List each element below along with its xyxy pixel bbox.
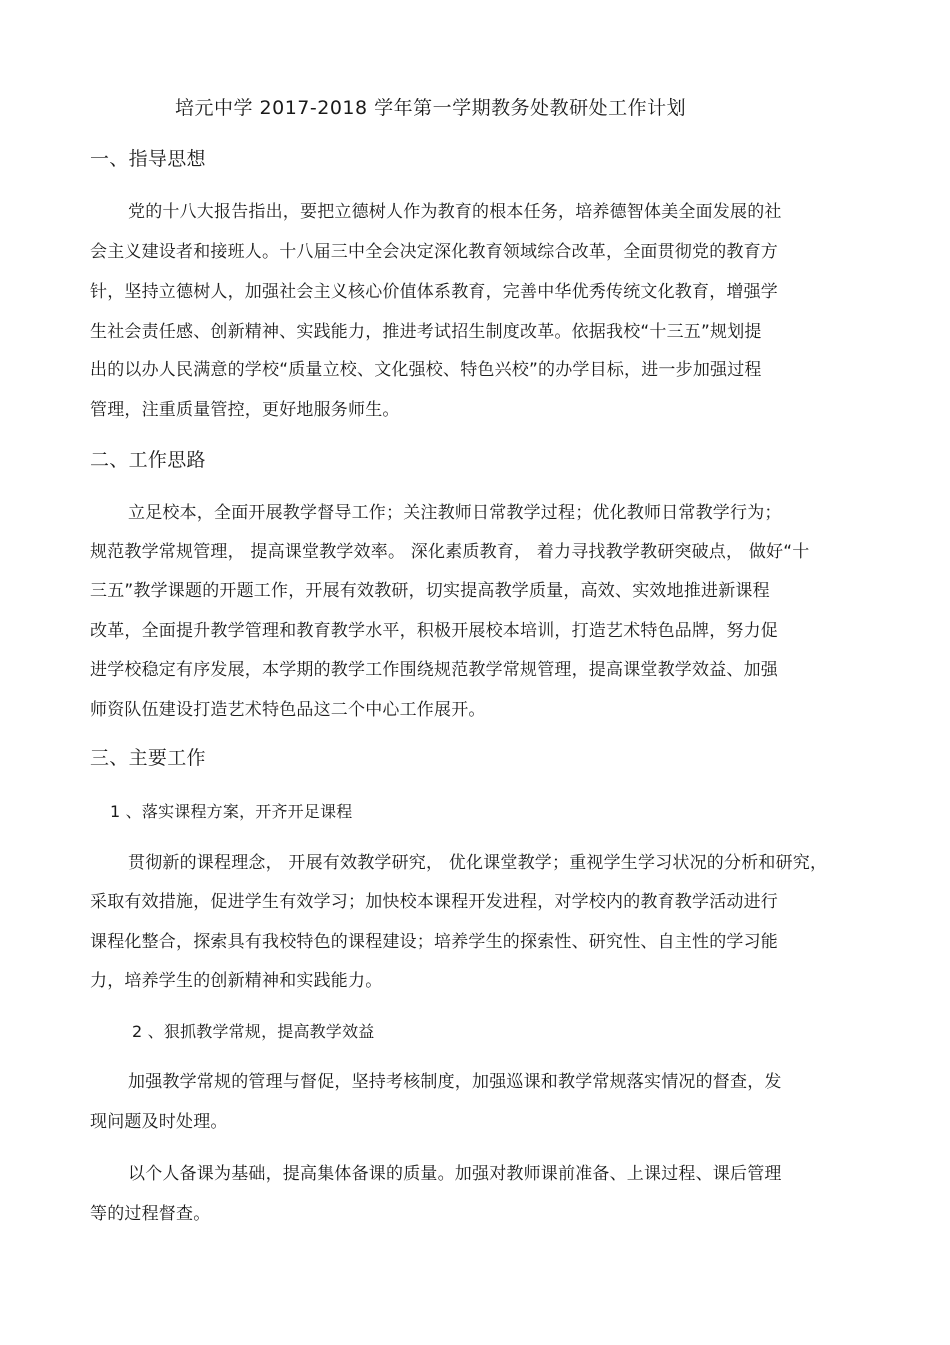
section-heading-work-approach: 二、工作思路 [90, 449, 206, 471]
section3-item1-line: 课程化整合，探索具有我校特色的课程建设；培养学生的探索性、研究性、自主性的学习能 [90, 932, 778, 952]
document-title: 培元中学 2017-2018 学年第一学期教务处教研处工作计划 [175, 97, 687, 119]
section3-item1-line: 贯彻新的课程理念， 开展有效教学研究， 优化课堂教学；重视学生学习状况的分析和研究， [128, 853, 828, 873]
section1-line: 出的以办人民满意的学校“质量立校、文化强校、特色兴校”的办学目标，进一步加强过程 [90, 360, 762, 380]
section2-line: 规范教学常规管理， 提高课堂教学效率。 深化素质教育， 着力寻找教学教研突破点， 做好“十 [90, 542, 810, 562]
section2-line: 立足校本，全面开展教学督导工作；关注教师日常教学过程；优化教师日常教学行为； [128, 503, 782, 523]
section-heading-guiding-ideology: 一、指导思想 [90, 148, 206, 170]
section1-line: 党的十八大报告指出，要把立德树人作为教育的根本任务，培养德智体美全面发展的社 [128, 202, 782, 222]
subsection-heading-teaching-routine: 2 、狠抓教学常规，提高教学效益 [132, 1022, 375, 1041]
section1-line: 生社会责任感、创新精神、实践能力，推进考试招生制度改革。依据我校“十三五”规划提 [90, 322, 762, 342]
section1-line: 管理，注重质量管控，更好地服务师生。 [90, 400, 400, 420]
section3-item2-para1-line: 加强教学常规的管理与督促，坚持考核制度，加强巡课和教学常规落实情况的督查，发 [128, 1072, 782, 1092]
section2-line: 师资队伍建设打造艺术特色品这二个中心工作展开。 [90, 700, 486, 720]
section3-item1-line: 力，培养学生的创新精神和实践能力。 [90, 971, 383, 991]
section2-line: 改革，全面提升教学管理和教育教学水平，积极开展校本培训，打造艺术特色品牌，努力促 [90, 621, 778, 641]
section1-line: 针，坚持立德树人，加强社会主义核心价值体系教育，完善中华优秀传统文化教育，增强学 [90, 282, 778, 302]
section3-item2-para1-line: 现问题及时处理。 [90, 1112, 228, 1132]
section3-item1-line: 采取有效措施，促进学生有效学习；加快校本课程开发进程，对学校内的教育教学活动进行 [90, 892, 778, 912]
section2-line: 三五”教学课题的开题工作，开展有效教研，切实提高教学质量，高效、实效地推进新课程 [90, 581, 770, 601]
section-heading-main-work: 三、主要工作 [90, 747, 206, 769]
subsection-heading-curriculum: 1 、落实课程方案，开齐开足课程 [110, 802, 353, 821]
section3-item2-para2-line: 以个人备课为基础，提高集体备课的质量。加强对教师课前准备、上课过程、课后管理 [128, 1164, 782, 1184]
section3-item2-para2-line: 等的过程督查。 [90, 1204, 211, 1224]
section2-line: 进学校稳定有序发展，本学期的教学工作围绕规范教学常规管理，提高课堂教学效益、加强 [90, 660, 778, 680]
section1-line: 会主义建设者和接班人。十八届三中全会决定深化教育领域综合改革，全面贯彻党的教育方 [90, 242, 778, 262]
